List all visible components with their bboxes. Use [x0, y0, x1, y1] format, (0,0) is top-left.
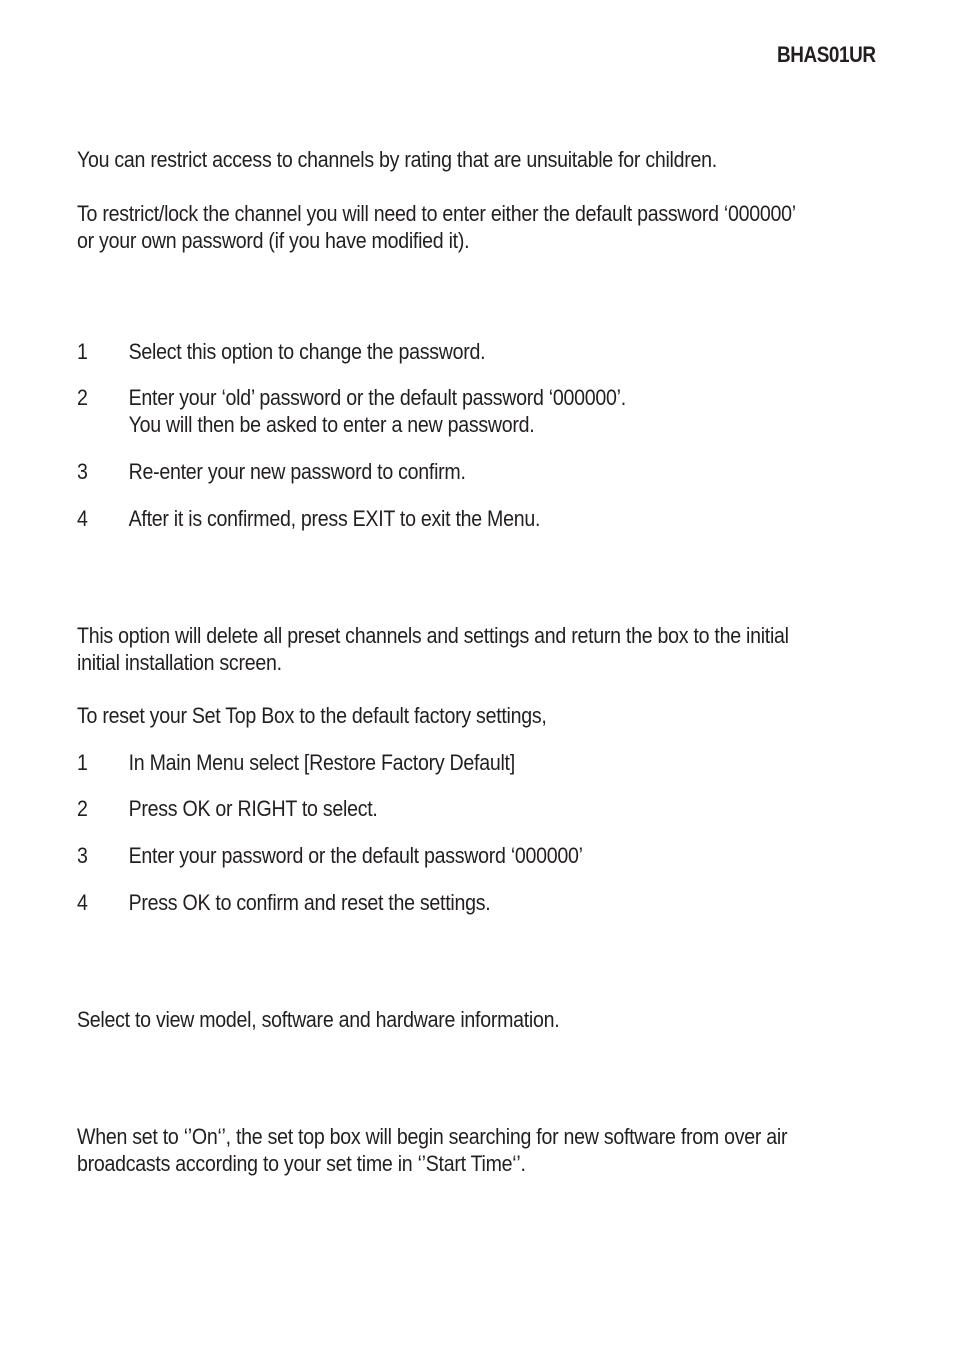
ota-line-1: When set to ‘’On‘’, the set top box will begin searching for new software from over air [77, 1124, 788, 1149]
information-paragraph: Select to view model, software and hardware information. [77, 1007, 560, 1032]
factory-default-line-2: initial installation screen. [77, 650, 282, 675]
step-text: After it is confirmed, press EXIT to exit the Menu. [128, 506, 541, 531]
ota-paragraph [77, 1123, 860, 1177]
parental-intro-paragraph: You can restrict access to channels by rating that are unsuitable for children. [77, 147, 717, 172]
factory-default-paragraph [77, 622, 860, 676]
step-text: Press OK or RIGHT to select. [128, 796, 378, 821]
step-text-line-2: You will then be asked to enter a new password. [128, 412, 535, 437]
factory-default-line-1: This option will delete all preset channels and settings and return the box to the initial [77, 623, 789, 648]
model-code: BHAS01UR [777, 42, 876, 67]
step-number: 2 [77, 796, 88, 821]
step-text: Re-enter your new password to confirm. [128, 459, 466, 484]
step-text [129, 384, 626, 438]
step-number: 2 [77, 385, 88, 410]
step-number: 1 [77, 750, 88, 775]
parental-password-paragraph [77, 200, 860, 254]
step-number: 3 [77, 843, 88, 868]
step-number: 1 [77, 339, 88, 364]
parental-password-line-1: To restrict/lock the channel you will need to enter either the default password ‘000000’ [77, 201, 796, 226]
step-number: 4 [77, 890, 88, 915]
step-text: Select this option to change the password. [128, 339, 486, 364]
parental-password-line-2: or your own password (if you have modified it). [77, 228, 470, 253]
step-text: In Main Menu select [Restore Factory Default] [128, 750, 515, 775]
step-number: 4 [77, 506, 88, 531]
factory-default-lead: To reset your Set Top Box to the default factory settings, [77, 703, 547, 728]
step-text: Enter your password or the default password ‘000000’ [128, 843, 583, 868]
ota-line-2: broadcasts according to your set time in ‘’Start Time‘’. [77, 1151, 526, 1176]
step-number: 3 [77, 459, 88, 484]
step-text: Press OK to confirm and reset the settings. [128, 890, 491, 915]
step-text-line-1: Enter your ‘old’ password or the default password ‘000000’. [128, 385, 626, 410]
